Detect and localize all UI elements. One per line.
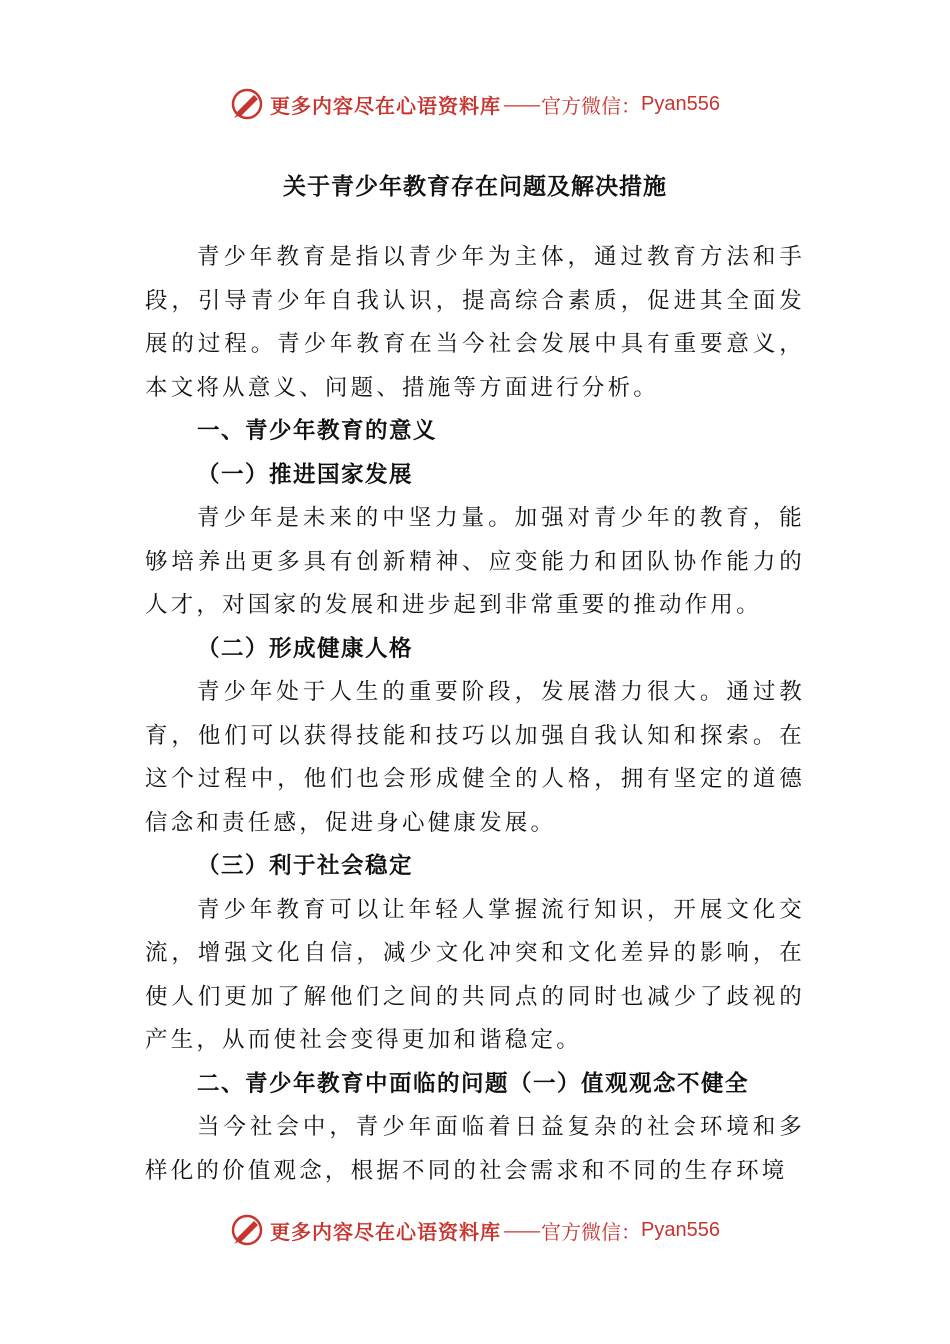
subsection-heading-1-3: （三）利于社会稳定 [197,853,414,879]
intro-paragraph: 青少年教育是指以青少年为主体，通过教育方法和手段，引导青少年自我认识，提高综合素质，促进其全面发展的过程。青少年教育在当今社会发展中具有重要意义，本文将从意义、问题、措施等方面进行分析。 [145,244,805,401]
footer-separator: —— [503,1218,540,1242]
section-heading-1: 一、青少年教育的意义 [197,418,438,444]
paragraph-1-2: 青少年处于人生的重要阶段，发展潜力很大。通过教育，他们可以获得技能和技巧以加强自我认知和探索。在这个过程中，他们也会形成健全的人格，拥有坚定的道德信念和责任感，促进身心健康发展。 [145,679,805,836]
footer-wechat-label: 官方微信： [541,1219,642,1244]
banner-separator: —— [503,92,540,116]
footer-banner [0,1208,950,1252]
footer-brand: 更多内容尽在心语资料库 [270,1219,502,1244]
footer-wechat-id: Pyan556 [641,1218,720,1241]
pen-circle-logo-icon [230,1213,264,1247]
banner-brand: 更多内容尽在心语资料库 [270,93,502,118]
banner-wechat-label: 官方微信： [541,93,642,118]
banner-wechat-id: Pyan556 [641,92,720,115]
document-body [145,236,805,1193]
document-title: 关于青少年教育存在问题及解决措施 [283,173,667,200]
paragraph-1-1: 青少年是未来的中坚力量。加强对青少年的教育，能够培养出更多具有创新精神、应变能力和团队协作能力的人才，对国家的发展和进步起到非常重要的推动作用。 [145,505,805,618]
pen-circle-logo-icon [230,87,264,121]
subsection-heading-1-1: （一）推进国家发展 [197,461,414,488]
paragraph-1-3: 青少年教育可以让年轻人掌握流行知识，开展文化交流，增强文化自信，减少文化冲突和文化差异的影响，在使人们更加了解他们之间的共同点的同时也减少了歧视的产生，从而使社会变得更加和谐稳定。 [145,896,805,1053]
header-banner [0,82,950,126]
section-heading-2: 二、青少年教育中面临的问题（一）值观观念不健全 [197,1070,750,1097]
paragraph-2-1: 当今社会中，青少年面临着日益复杂的社会环境和多样化的价值观念，根据不同的社会需求和不同的生存环境 [145,1114,805,1184]
subsection-heading-1-2: （二）形成健康人格 [197,635,414,662]
